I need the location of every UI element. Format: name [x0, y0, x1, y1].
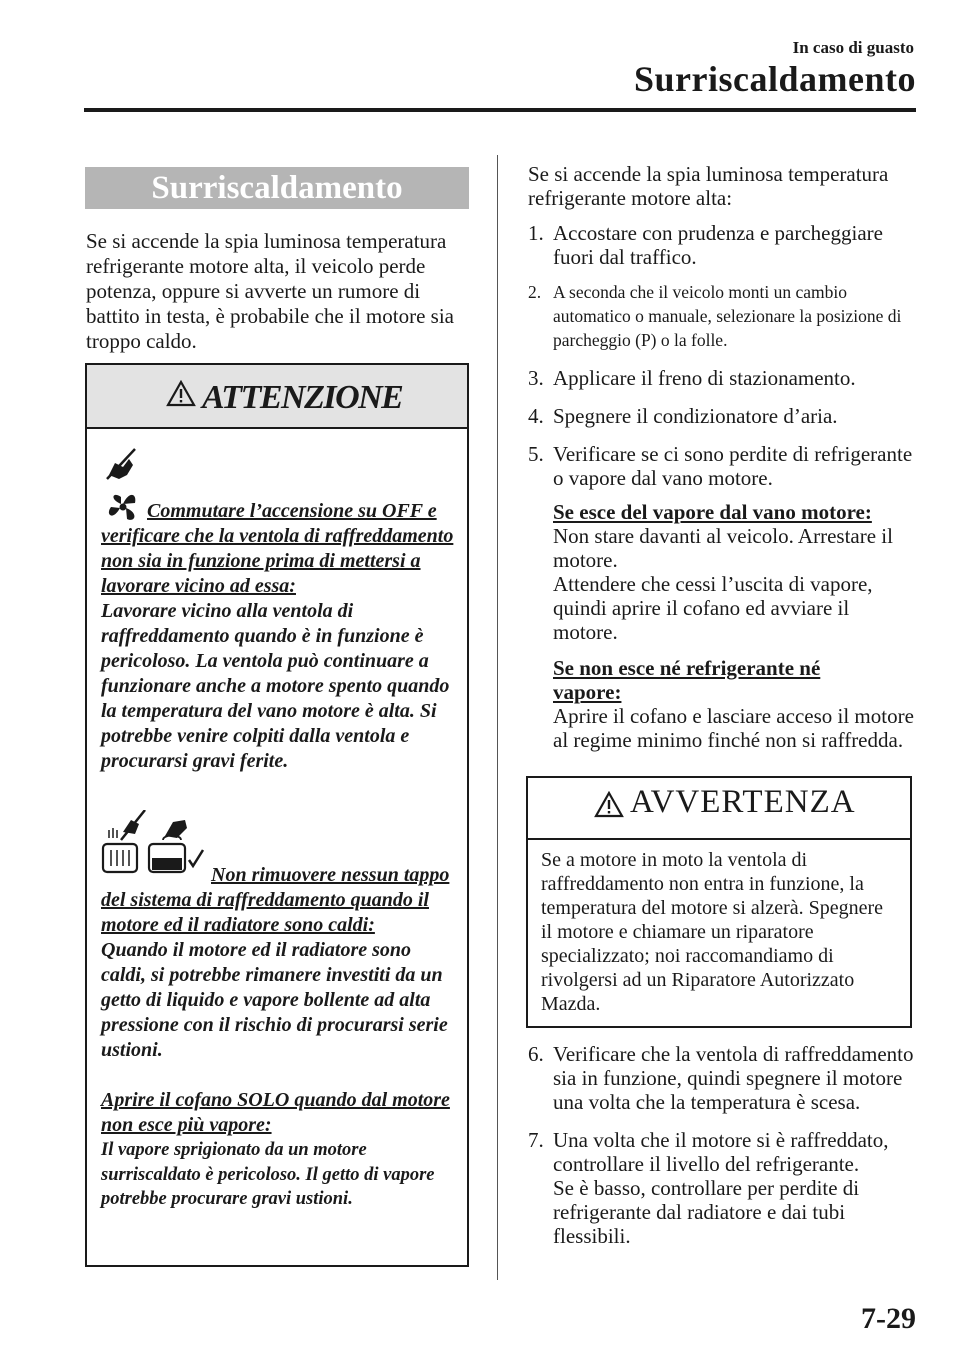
attenzione-item2-heading: Non rimuovere nessun tappo del sistema di raffreddamento quando il motore ed il radiatore sono caldi: — [101, 864, 450, 936]
step-text — [553, 1128, 918, 1248]
attenzione-header — [87, 365, 467, 429]
step-text: Spegnere il condizionatore d’aria. — [553, 404, 838, 428]
step-5 — [528, 442, 918, 490]
column-divider — [497, 155, 498, 1280]
avvertenza-title: AVVERTENZA — [630, 784, 856, 820]
step-1 — [528, 221, 918, 269]
procedure-intro: Se si accende la spia luminosa temperatura refrigerante motore alta: — [528, 162, 889, 210]
fan-pictogram-row — [101, 445, 457, 523]
attenzione-item1-body: Lavorare vicino alla ventola di raffreddamento quando è in funzione è pericoloso. La ventola può continuare a funzionare anche a motore spento quando la temperatura del vano motore è alta. Si potrebbe venire colpiti dalla ventola e procurarsi gravi ferite. — [101, 600, 450, 772]
no-hand-fan-icon — [101, 445, 151, 523]
no-radiator-cap-icon — [101, 810, 211, 874]
step-number: 5. — [528, 442, 544, 466]
avvertenza-box — [526, 776, 912, 1028]
step-number: 4. — [528, 404, 544, 428]
page-header-title: Surriscaldamento — [634, 59, 916, 99]
step-number: 6. — [528, 1042, 544, 1066]
steam-case — [553, 500, 918, 644]
steam-heading: Se esce del vapore dal vano motore: — [553, 500, 872, 524]
step-number: 7. — [528, 1128, 544, 1152]
section-intro: Se si accende la spia luminosa temperatura refrigerante motore alta, il veicolo perde potenza, oppure si avverte un rumore di battito in testa, è probabile che il motore sia troppo caldo. — [86, 229, 454, 353]
step-text: A seconda che il veicolo monti un cambio automatico o manuale, selezionare la posizione di parcheggio (P) o la folle. — [553, 282, 902, 350]
step-text: Accostare con prudenza e parcheggiare fuori dal traffico. — [553, 221, 883, 269]
header-rule — [84, 108, 916, 112]
attenzione-box — [85, 363, 469, 1267]
step-number: 2. — [528, 282, 542, 302]
step-number: 1. — [528, 221, 544, 245]
step-7 — [528, 1128, 918, 1248]
steam-line-2: Attendere che cessi l’uscita di vapore, quindi aprire il cofano ed avviare il motore. — [553, 572, 873, 644]
chapter-label: In caso di guasto — [792, 38, 914, 57]
step-text: Applicare il freno di stazionamento. — [553, 366, 856, 390]
attenzione-item3-body: Il vapore sprigionato da un motore surriscaldato è pericoloso. Il getto di vapore potrebbe procurare gravi ustioni. — [101, 1140, 435, 1209]
attenzione-item3-heading: Aprire il cofano SOLO quando dal motore non esce più vapore: — [101, 1089, 450, 1136]
step-7-extra: Se è basso, controllare per perdite di refrigerante dal radiatore e dai tubi flessibili. — [553, 1176, 860, 1248]
attenzione-title: ATTENZIONE — [202, 379, 403, 416]
attenzione-item1-heading: Commutare l’accensione su OFF e verificare che la ventola di raffreddamento non sia in funzione prima di mettersi a lavorare vicino ad essa: — [101, 500, 454, 597]
attenzione-body — [101, 445, 457, 1212]
no-steam-case — [553, 656, 918, 752]
step-text: Verificare che la ventola di raffreddamento sia in funzione, quindi spegnere il motore una volta che la temperatura è scesa. — [553, 1042, 914, 1114]
step-text: Verificare se ci sono perdite di refrigerante o vapore dal vano motore. — [553, 442, 913, 490]
warning-triangle-icon — [594, 791, 624, 818]
no-steam-body: Aprire il cofano e lasciare acceso il motore al regime minimo finché non si raffredda. — [553, 704, 914, 752]
attenzione-item2-body: Quando il motore ed il radiatore sono caldi, si potrebbe rimanere investiti da un getto di liquido e vapore bollente ad alta pressione con il rischio di procurarsi serie ustioni. — [101, 939, 448, 1061]
procedure-column — [528, 162, 918, 1248]
avvertenza-header — [528, 778, 910, 840]
step-6 — [528, 1042, 918, 1114]
step-7-text: Una volta che il motore si è raffreddato, controllare il livello del refrigerante. — [553, 1128, 889, 1176]
avvertenza-body: Se a motore in moto la ventola di raffreddamento non entra in funzione, la temperatura del motore si alzerà. Spegnere il motore e chiamare un riparatore specializzato; noi raccomandiamo di rivolgersi ad un Riparatore Autorizzato Mazda. — [541, 849, 884, 1015]
step-2 — [528, 280, 918, 352]
section-title-banner: Surriscaldamento — [85, 167, 469, 209]
cap-pictogram-row — [101, 810, 457, 888]
step-4 — [528, 404, 918, 428]
no-steam-heading: Se non esce né refrigerante né vapore: — [553, 656, 821, 704]
warning-triangle-icon — [166, 380, 196, 407]
page-number: 7-29 — [861, 1302, 916, 1335]
steam-line-1: Non stare davanti al veicolo. Arrestare il motore. — [553, 524, 893, 572]
step-3 — [528, 366, 918, 390]
step-number: 3. — [528, 366, 544, 390]
